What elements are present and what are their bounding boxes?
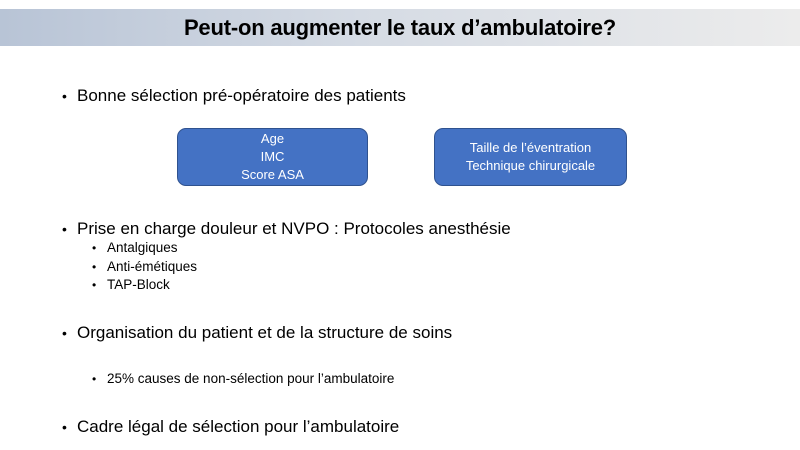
- criteria-box-surgery: [434, 128, 627, 186]
- bullet-text-3: Organisation du patient et de la structure de soins: [77, 323, 453, 342]
- bullet-item-2: [62, 219, 511, 239]
- sub-list-item: [92, 276, 197, 295]
- criteria-box-patient: [177, 128, 368, 186]
- sub-bullet-dot: •: [92, 241, 97, 255]
- sub-list-item: [92, 370, 394, 388]
- sub-list-protocols: [92, 239, 197, 295]
- bullet-text-1: Bonne sélection pré-opératoire des patients: [77, 86, 406, 105]
- sub-item-text: Antalgiques: [107, 240, 178, 255]
- sub-bullet-dot: •: [92, 372, 97, 386]
- sub-bullet-dot: •: [92, 259, 97, 274]
- sub-item-text: 25% causes de non-sélection pour l’ambulatoire: [107, 371, 395, 386]
- sub-item-text: TAP-Block: [107, 277, 170, 292]
- bullet-dot: •: [62, 419, 67, 435]
- box-line: Technique chirurgicale: [465, 158, 596, 173]
- box-line: Taille de l’éventration: [469, 140, 592, 155]
- bullet-item-1: [62, 86, 406, 106]
- sub-list-item: [92, 239, 197, 258]
- box-line: IMC: [260, 149, 285, 164]
- slide-title: Peut-on augmenter le taux d’ambulatoire?: [183, 14, 617, 40]
- bullet-item-4: [62, 417, 399, 437]
- sub-bullet-dot: •: [92, 278, 97, 292]
- box-line: Age: [260, 131, 285, 146]
- bullet-text-4: Cadre légal de sélection pour l’ambulatoire: [77, 417, 400, 436]
- bullet-text-2: Prise en charge douleur et NVPO : Protocoles anesthésie: [77, 219, 511, 238]
- bullet-dot: •: [62, 88, 67, 104]
- box-line: Score ASA: [241, 167, 304, 182]
- title-bar: [0, 9, 800, 46]
- bullet-dot: •: [62, 221, 67, 237]
- sub-list-item: [92, 258, 197, 277]
- sub-item-text: Anti-émétiques: [107, 258, 198, 274]
- bullet-item-3: [62, 323, 452, 343]
- bullet-dot: •: [62, 325, 67, 341]
